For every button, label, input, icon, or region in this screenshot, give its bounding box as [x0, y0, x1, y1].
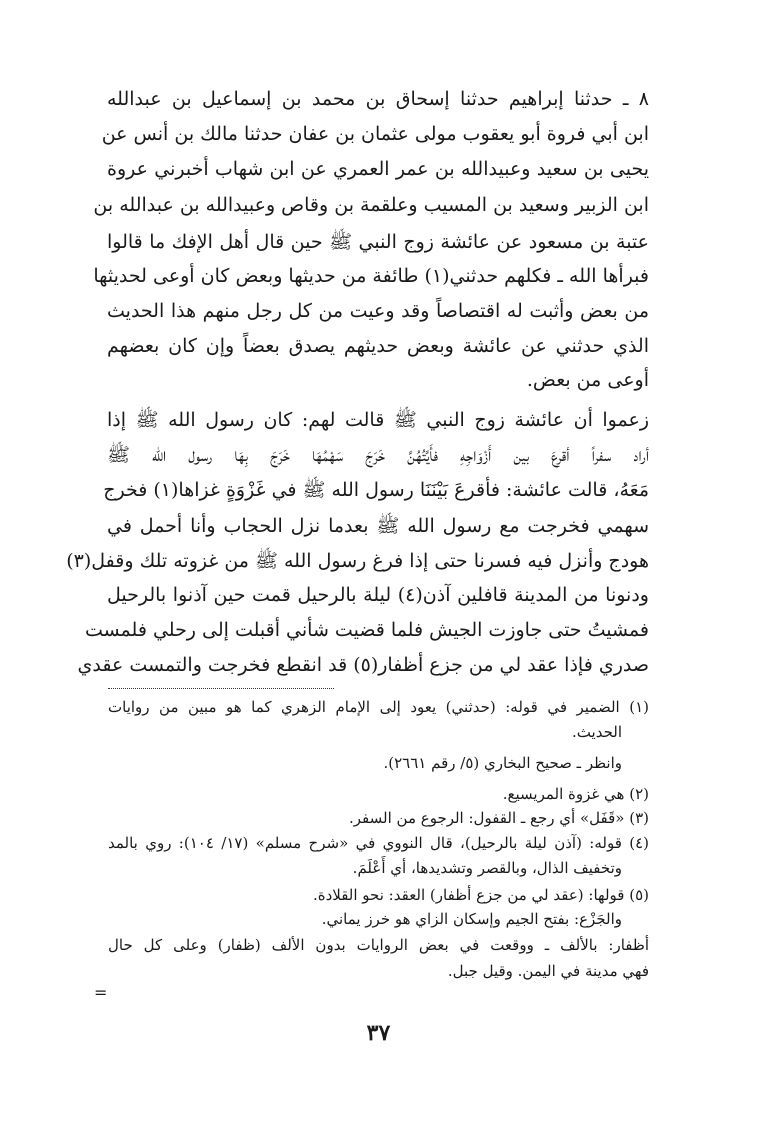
- main-text-line: ٨ ـ حدثنا إبراهيم حدثنا إسحاق بن محمد بن إسماعيل بن عبدالله: [107, 88, 649, 110]
- footnote-separator: [108, 688, 334, 689]
- page-number: ٣٧: [366, 1020, 391, 1046]
- footnote-line: والجَزْع: بفتح الجيم وإسكان الزاي هو خرز يماني.: [321, 910, 622, 928]
- main-text-line: صدري فإذا عقد لي من جزع أظفار(٥) قد انقطع فخرجت والتمست عقدي: [77, 654, 649, 676]
- main-text-line: الذي حدثني عن عائشة وبعض حديثهم يصدق بعضاً وإن كان بعضهم: [107, 335, 649, 357]
- footnote-line: الحديث.: [572, 723, 622, 741]
- main-text-line: مَعَهُ، قالت عائشة: فأقرعَ بَيْنَنَا رسول الله ﷺ في غَزْوَةٍ غزاها(١) فخرج: [103, 479, 649, 501]
- main-text-line: عتبة بن مسعود عن عائشة زوج النبي ﷺ حين قال أهل الإفك ما قالوا: [107, 231, 649, 253]
- footnote-line: (٥) قولها: (عقد لي من جزع أظفار) العقد: نحو القلادة.: [312, 886, 649, 904]
- main-text-line: فبرأها الله ـ فكلهم حدثني(١) طائفة من حديثها وبعض كان أوعى لحديثها: [93, 265, 649, 287]
- footnote-line: فهي مدينة في اليمن. وقيل جبل.: [447, 962, 649, 980]
- main-text-line: سهمي فخرجت مع رسول الله ﷺ بعدما نزل الحجاب وأنا أحمل في: [107, 515, 649, 537]
- footnote-line: وانظر ـ صحيح البخاري (٥/ رقم ٢٦٦١).: [383, 754, 622, 772]
- main-text-line: فمشيتُ حتى جاوزت الجيش فلما قضيت شأني أقبلت إلى رحلي فلمست: [84, 619, 649, 641]
- main-text-line: ابن الزبير وسعيد بن المسيب وعلقمة بن وقاص وعبيدالله بن عبدالله بن: [93, 194, 649, 216]
- footnote-line: (٢) هي غزوة المريسيع.: [502, 785, 649, 803]
- main-text-line: زعموا أن عائشة زوج النبي ﷺ قالت لهم: كان رسول الله ﷺ إذا: [107, 409, 649, 431]
- footnote-line: (١) الضمير في قوله: (حدثني) يعود إلى الإمام الزهري كما هو مبين من روايات: [108, 698, 649, 716]
- main-text-line: من بعض وأثبت له اقتصاصاً وقد وعيت من كل رجل منهم هذا الحديث: [107, 300, 649, 322]
- main-text-line: ودنونا من المدينة قافلين آذن(٤) ليلة بالرحيل قمت حين آذنوا بالرحيل: [107, 584, 649, 606]
- continuation-mark: =: [94, 983, 108, 1002]
- main-text-line: يحيى بن سعيد وعبيدالله بن عمر العمري عن ابن شهاب أخبرني عروة: [107, 158, 649, 180]
- footnote-line: أظفار: بالألف ـ ووقعت في بعض الروايات بدون الألف (ظفار) وعلى كل حال: [108, 936, 649, 954]
- main-text-line: هودج وأنزل فيه فسرنا حتى إذا فرغ رسول الله ﷺ من غزوته تلك وقفل(٣): [66, 550, 649, 572]
- footnote-line: (٤) قوله: (آذن ليلة بالرحيل)، قال النووي في «شرح مسلم» (١٧/ ١٠٤): روي بالمد: [108, 834, 650, 852]
- main-text-line: ابن أبي فروة أبو يعقوب مولى عثمان بن عفان حدثنا مالك بن أنس عن: [101, 123, 649, 145]
- footnote-line: (٣) «قَفَل» أي رجع ـ القفول: الرجوع من السفر.: [349, 809, 649, 827]
- main-text-line: أراد سفراً أقرعَ بين أَزْوَاجِهِ فأَيَّتُهُنَّ خَرَجَ سَهْمُهَا خَرَجَ بِهَا رسول الله ﷺ: [107, 444, 649, 466]
- main-text-line: أوعى من بعض.: [526, 369, 649, 391]
- footnote-line: وتخفيف الذال، وبالقصر وتشديدها، أي أَعْلَمَ.: [352, 859, 622, 877]
